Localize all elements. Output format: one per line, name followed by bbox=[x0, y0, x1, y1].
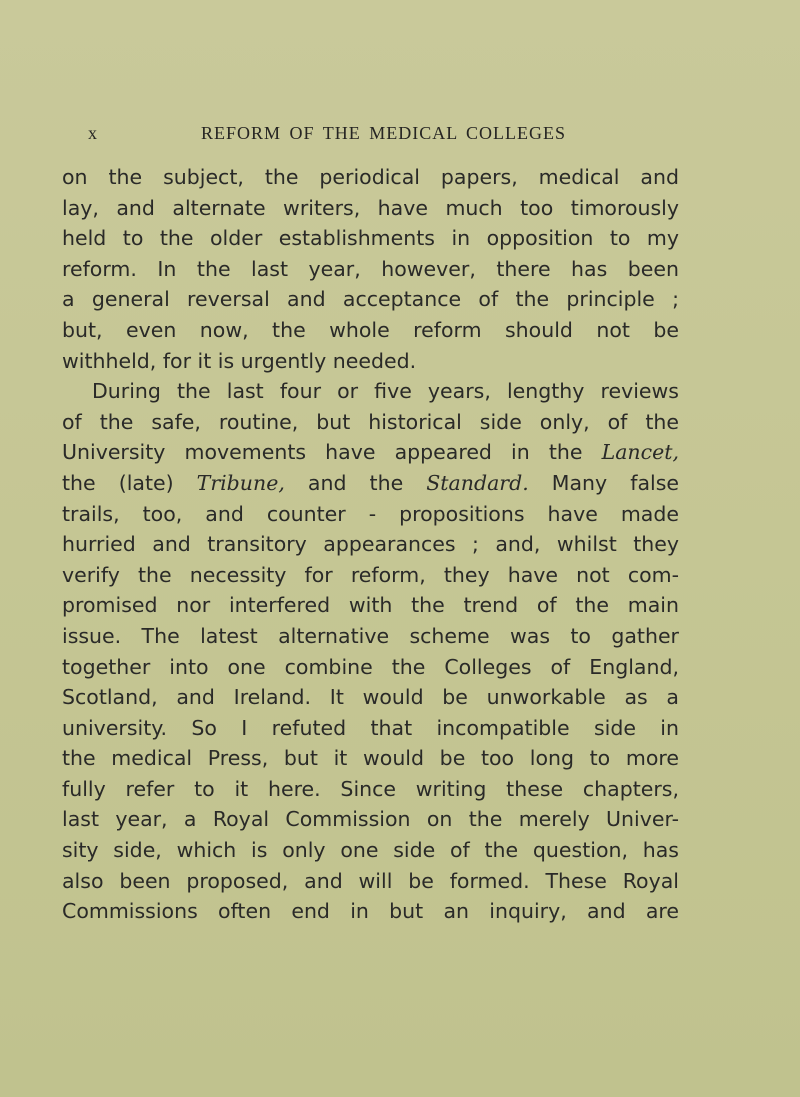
text-line: on the subject, the periodical papers, medical and bbox=[62, 165, 679, 189]
text-line: last year, a Royal Commission on the merely Univer- bbox=[62, 807, 679, 832]
running-head bbox=[60, 120, 740, 148]
running-title: REFORM OF THE MEDICAL COLLEGES bbox=[201, 123, 567, 143]
text-run: and the bbox=[284, 470, 427, 495]
text-run: the (late) bbox=[62, 470, 197, 495]
text-run: Many false bbox=[528, 470, 679, 495]
text-line: verify the necessity for reform, they have not com- bbox=[62, 562, 679, 587]
text-line: fully refer to it here. Since writing these chapters, bbox=[62, 776, 679, 801]
italic-title-tribune: Tribune, bbox=[196, 470, 285, 495]
italic-title-lancet: Lancet, bbox=[601, 440, 679, 465]
text-line: university. So I refuted that incompatible side in bbox=[62, 715, 679, 740]
text-line: trails, too, and counter - propositions have made bbox=[62, 501, 679, 526]
text-line: issue. The latest alternative scheme was to gather bbox=[62, 623, 679, 648]
text-line: a general reversal and acceptance of the principle ; bbox=[62, 287, 679, 312]
body-text bbox=[62, 162, 679, 927]
text-run: University movements have appeared in the bbox=[62, 440, 602, 465]
text-line: hurried and transitory appearances ; and, whilst they bbox=[62, 532, 679, 557]
text-line: held to the older establishments in opposition to my bbox=[62, 226, 679, 251]
text-line: reform. In the last year, however, there has been bbox=[62, 256, 679, 281]
text-line: Commissions often end in but an inquiry, and are bbox=[62, 899, 679, 924]
italic-title-standard: Standard. bbox=[426, 470, 529, 495]
text-line: but, even now, the whole reform should not be bbox=[62, 317, 679, 342]
text-line: the medical Press, but it would be too long to more bbox=[62, 746, 679, 771]
text-line: also been proposed, and will be formed. These Royal bbox=[62, 868, 679, 893]
text-line bbox=[62, 437, 679, 468]
text-line: sity side, which is only one side of the question, has bbox=[62, 838, 679, 863]
text-line: Scotland, and Ireland. It would be unworkable as a bbox=[62, 685, 679, 710]
text-line: together into one combine the Colleges of England, bbox=[62, 654, 679, 679]
text-line: withheld, for it is urgently needed. bbox=[62, 348, 417, 373]
text-line: promised nor interfered with the trend of the main bbox=[62, 593, 679, 618]
text-line: of the safe, routine, but historical side only, of the bbox=[62, 409, 679, 434]
text-line: During the last four or five years, lengthy reviews bbox=[92, 379, 679, 404]
page-number: x bbox=[88, 123, 98, 143]
text-line: lay, and alternate writers, have much too timorously bbox=[62, 195, 679, 220]
text-line bbox=[62, 468, 679, 499]
